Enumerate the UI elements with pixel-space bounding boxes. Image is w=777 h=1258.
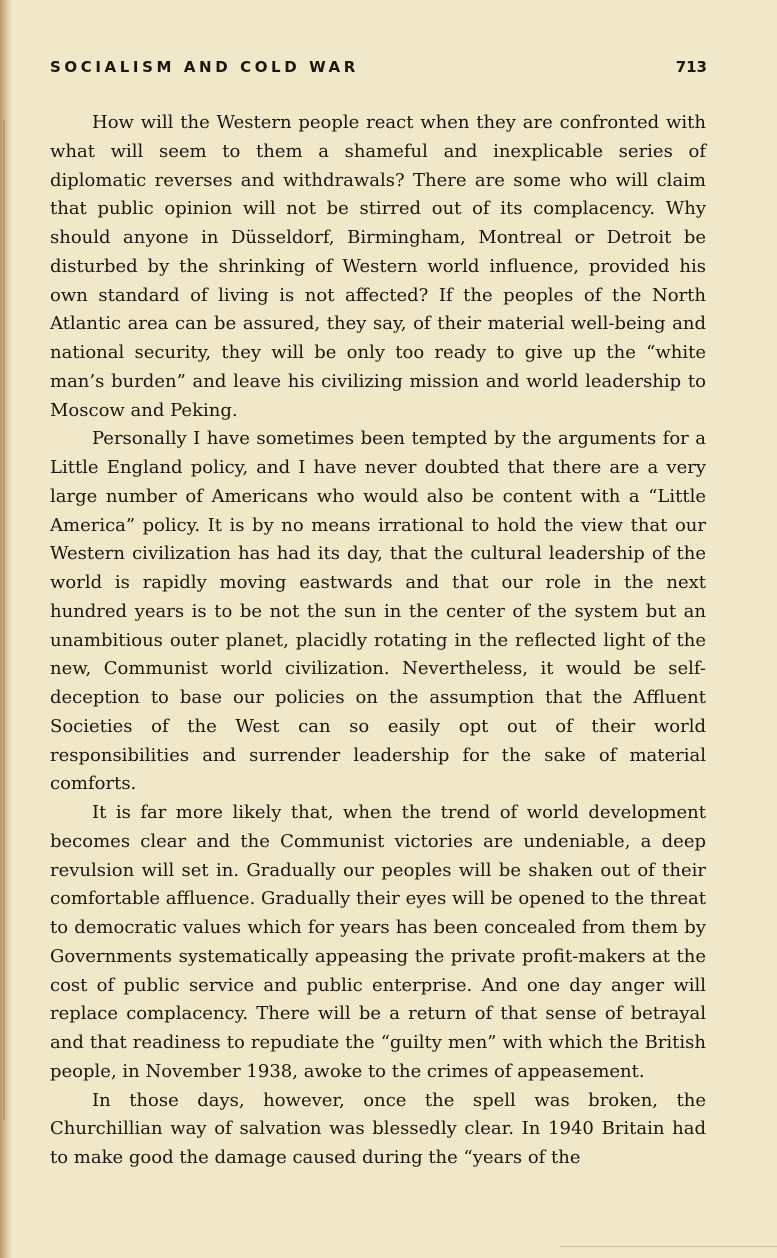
paragraph: Personally I have sometimes been tempted by the arguments for a Little England policy, and I have never doubted that there are a very large number of Americans who would also be content with a “Little America” policy. It is by no means irrational to hold the view that our Western civilization has had its day, that the cultural leadership of the world is rapidly moving eastwards and that our role in the next hundred years is to be not the sun in the center of the system but an unambitious outer planet, placidly rotating in the reflected light of the new, Communist world civilization. Nevertheless, it would be self-deception to base our policies on the assumption that the Affluent Societies of the West can so easily opt out of their world responsibilities and surrender leadership for the sake of material comforts. [50, 428, 706, 795]
paragraph: In those days, however, once the spell was broken, the Churchillian way of salvation was blessedly clear. In 1940 Britain had to make good the damage caused during the “years of the [50, 1089, 706, 1168]
body-text [50, 109, 706, 1173]
page-binding-edge [0, 0, 12, 1258]
running-head: SOCIALISM AND COLD WAR [50, 58, 359, 76]
page-bottom-edge [560, 1246, 777, 1247]
page-number: 713 [675, 58, 707, 76]
page-header [50, 58, 707, 88]
paragraph: How will the Western people react when they are confronted with what will seem to them a shameful and inexplicable series of diplomatic reverses and withdrawals? There are some who will claim that public opinion will not be stirred out of its complacency. Why should anyone in Düsseldorf, Birmingham, Montreal or Detroit be disturbed by the shrinking of Western world influence, provided his own standard of living is not affected? If the peoples of the North Atlantic area can be assured, they say, of their material well-being and national security, they will be only too ready to give up the “white man’s burden” and leave his civilizing mission and world leadership to Moscow and Peking. [50, 112, 706, 421]
paragraph: It is far more likely that, when the trend of world development becomes clear and the Communist victories are undeniable, a deep revulsion will set in. Gradually our peoples will be shaken out of their comfortable affluence. Gradually their eyes will be opened to the threat to democratic values which for years has been concealed from them by Governments systematically appeasing the private profit-makers at the cost of public service and public enterprise. And one day anger will replace complacency. There will be a return of that sense of betrayal and that readiness to repudiate the “guilty men” with which the British people, in November 1938, awoke to the crimes of appeasement. [50, 802, 706, 1082]
